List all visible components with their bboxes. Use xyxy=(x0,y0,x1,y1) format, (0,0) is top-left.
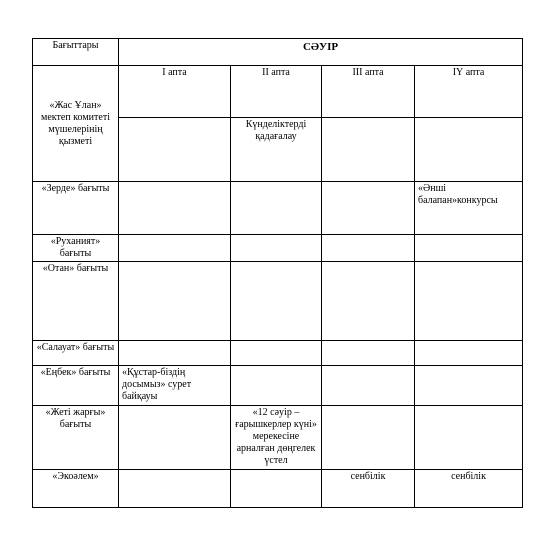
table-row xyxy=(33,470,523,508)
direction-cell: «Отан» бағыты xyxy=(33,262,119,341)
table-row xyxy=(33,262,523,341)
directions-header: Бағыттары xyxy=(33,39,119,66)
week-header: І апта xyxy=(119,66,231,118)
table-cell xyxy=(415,262,523,341)
table-row xyxy=(33,366,523,406)
table-cell xyxy=(322,182,415,235)
table-cell xyxy=(322,341,415,366)
table-cell xyxy=(231,262,322,341)
table-cell xyxy=(322,406,415,470)
table-cell xyxy=(231,182,322,235)
month-header: СӘУІР xyxy=(119,39,523,66)
week-header: ІІ апта xyxy=(231,66,322,118)
table-cell xyxy=(119,262,231,341)
table-cell xyxy=(415,118,523,182)
table-cell xyxy=(119,235,231,262)
table-cell: «12 сәуір – ғарышкерлер күні» мерекесіне арналған дөңгелек үстел xyxy=(231,406,322,470)
table-cell xyxy=(415,235,523,262)
table-cell xyxy=(322,235,415,262)
table-row xyxy=(33,182,523,235)
table-cell xyxy=(231,366,322,406)
table-cell xyxy=(415,366,523,406)
week-header: ІІІ апта xyxy=(322,66,415,118)
table-cell xyxy=(231,341,322,366)
plan-table xyxy=(32,38,523,508)
direction-cell: «Зерде» бағыты xyxy=(33,182,119,235)
table-cell xyxy=(231,235,322,262)
direction-cell: «Экоәлем» xyxy=(33,470,119,508)
table-cell xyxy=(231,470,322,508)
table-row xyxy=(33,341,523,366)
table-cell xyxy=(119,118,231,182)
table-row xyxy=(33,406,523,470)
direction-cell: «Руханият» бағыты xyxy=(33,235,119,262)
table-cell xyxy=(322,262,415,341)
table-cell: сенбілік xyxy=(415,470,523,508)
table-cell xyxy=(119,470,231,508)
table-cell: сенбілік xyxy=(322,470,415,508)
table-cell: «Құстар-біздің досымыз» сурет байқауы xyxy=(119,366,231,406)
direction-cell: «Жас Ұлан» мектеп комитеті мүшелерінің қызметі xyxy=(33,66,119,182)
table-row xyxy=(33,235,523,262)
table-cell xyxy=(119,341,231,366)
direction-cell: «Жеті жарғы» бағыты xyxy=(33,406,119,470)
table-cell: Күнделіктерді қадағалау xyxy=(231,118,322,182)
direction-cell: «Салауат» бағыты xyxy=(33,341,119,366)
table-cell xyxy=(119,182,231,235)
table-cell xyxy=(415,406,523,470)
direction-cell: «Еңбек» бағыты xyxy=(33,366,119,406)
table-cell xyxy=(119,406,231,470)
header-row xyxy=(33,39,523,66)
table-cell xyxy=(322,118,415,182)
table-cell: «Әнші балапан»конкурсы xyxy=(415,182,523,235)
week-row xyxy=(33,66,523,118)
table-cell xyxy=(322,366,415,406)
table-cell xyxy=(415,341,523,366)
week-header: ІҮ апта xyxy=(415,66,523,118)
